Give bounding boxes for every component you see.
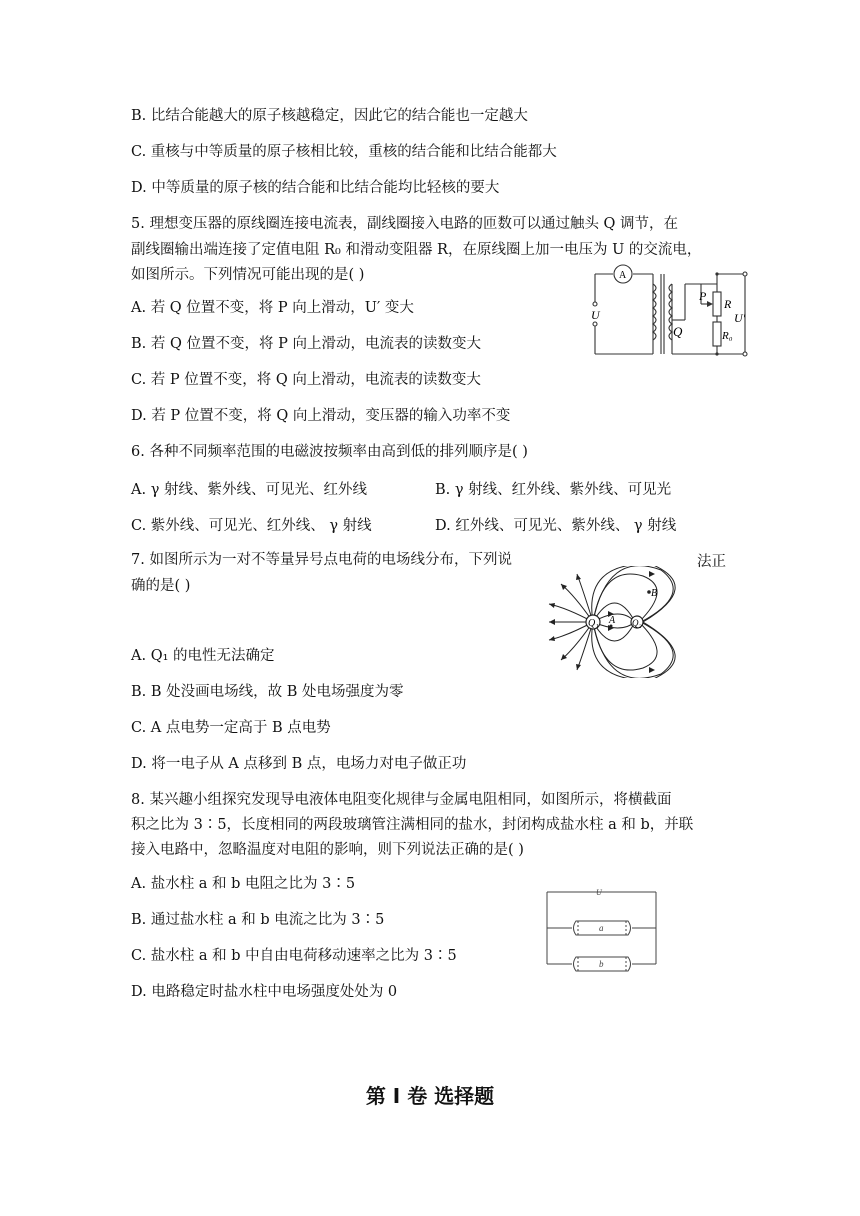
- q5-option-c: C. 若 P 位置不变，将 Q 向上滑动，电流表的读数变大: [131, 372, 481, 388]
- q7-stem-line2: 确的是( ): [131, 578, 191, 594]
- q5-option-d: D. 若 P 位置不变，将 Q 向上滑动，变压器的输入功率不变: [131, 408, 511, 424]
- q8-option-b: B. 通过盐水柱 a 和 b 电流之比为 3∶5: [131, 912, 385, 928]
- fig7-a-label: A: [609, 615, 616, 626]
- q6-option-b: B. γ 射线、红外线、紫外线、可见光: [435, 482, 672, 498]
- salt-water-column-circuit-figure: [544, 884, 659, 972]
- q6-option-d: D. 红外线、可见光、紫外线、 γ 射线: [435, 518, 677, 534]
- q5-stem-line1: 5. 理想变压器的原线圈连接电流表，副线圈接入电路的匝数可以通过触头 Q 调节，在: [131, 216, 679, 232]
- q4-option-b: B. 比结合能越大的原子核越稳定，因此它的结合能也一定越大: [131, 108, 528, 124]
- q7-option-c: C. A 点电势一定高于 B 点电势: [131, 720, 331, 736]
- q7-option-d: D. 将一电子从 A 点移到 B 点，电场力对电子做正功: [131, 756, 467, 772]
- q6-option-a: A. γ 射线、紫外线、可见光、红外线: [131, 482, 367, 498]
- q8-stem-line3: 接入电路中，忽略温度对电阻的影响，则下列说法正确的是( ): [131, 842, 524, 858]
- q4-option-d: D. 中等质量的原子核的结合能和比结合能均比轻核的要大: [131, 180, 500, 196]
- fig8-b-label: b: [599, 959, 604, 969]
- q7-stem-right: 法正: [697, 554, 726, 570]
- q8-stem-line2: 积之比为 3∶5，长度相同的两段玻璃管注满相同的盐水，封闭构成盐水柱 a 和 b，并联: [131, 817, 694, 833]
- fig5-r-label: R: [724, 297, 732, 311]
- fig5-r0-label: R₀: [722, 330, 733, 342]
- q4-option-c: C. 重核与中等质量的原子核相比较，重核的结合能和比结合能都大: [131, 144, 557, 160]
- transformer-circuit-figure: [585, 264, 760, 364]
- fig7-q1-label: Q₁: [588, 618, 599, 629]
- fig7-q2-label: Q₂: [632, 618, 642, 628]
- fig5-u2-label: U′: [734, 311, 746, 325]
- q5-option-a: A. 若 Q 位置不变，将 P 向上滑动，U′ 变大: [131, 300, 414, 316]
- q5-stem-line3: 如图所示。下列情况可能出现的是( ): [131, 267, 365, 283]
- fig8-u-label: U: [596, 888, 602, 897]
- q8-option-a: A. 盐水柱 a 和 b 电阻之比为 3∶5: [131, 876, 356, 892]
- q7-option-b: B. B 处没画电场线，故 B 处电场强度为零: [131, 684, 404, 700]
- q6-stem: 6. 各种不同频率范围的电磁波按频率由高到低的排列顺序是( ): [131, 444, 528, 460]
- q8-stem-line1: 8. 某兴趣小组探究发现导电液体电阻变化规律与金属电阻相同，如图所示，将横截面: [131, 792, 672, 808]
- fig5-p-label: P: [699, 289, 707, 303]
- q8-option-d: D. 电路稳定时盐水柱中电场强度处处为 0: [131, 984, 398, 1000]
- q7-option-a: A. Q₁ 的电性无法确定: [131, 648, 275, 664]
- section-title: 第 Ⅰ 卷 选择题: [365, 1084, 495, 1108]
- q5-stem-line2: 副线圈输出端连接了定值电阻 R₀ 和滑动变阻器 R，在原线圈上加一电压为 U 的交流电，: [131, 242, 702, 258]
- q6-option-c: C. 紫外线、可见光、红外线、 γ 射线: [131, 518, 372, 534]
- q8-option-c: C. 盐水柱 a 和 b 中自由电荷移动速率之比为 3∶5: [131, 948, 457, 964]
- q7-stem-left: 7. 如图所示为一对不等量异号点电荷的电场线分布，下列说: [131, 552, 512, 568]
- fig5-u-label: U: [591, 308, 600, 322]
- q5-option-b: B. 若 Q 位置不变，将 P 向上滑动，电流表的读数变大: [131, 336, 481, 352]
- fig5-q-label: Q: [673, 324, 683, 339]
- fig8-a-label: a: [599, 923, 604, 933]
- electric-field-lines-figure: [543, 566, 693, 678]
- fig5-ammeter-label: A: [619, 270, 627, 281]
- fig7-b-label: B: [651, 588, 658, 599]
